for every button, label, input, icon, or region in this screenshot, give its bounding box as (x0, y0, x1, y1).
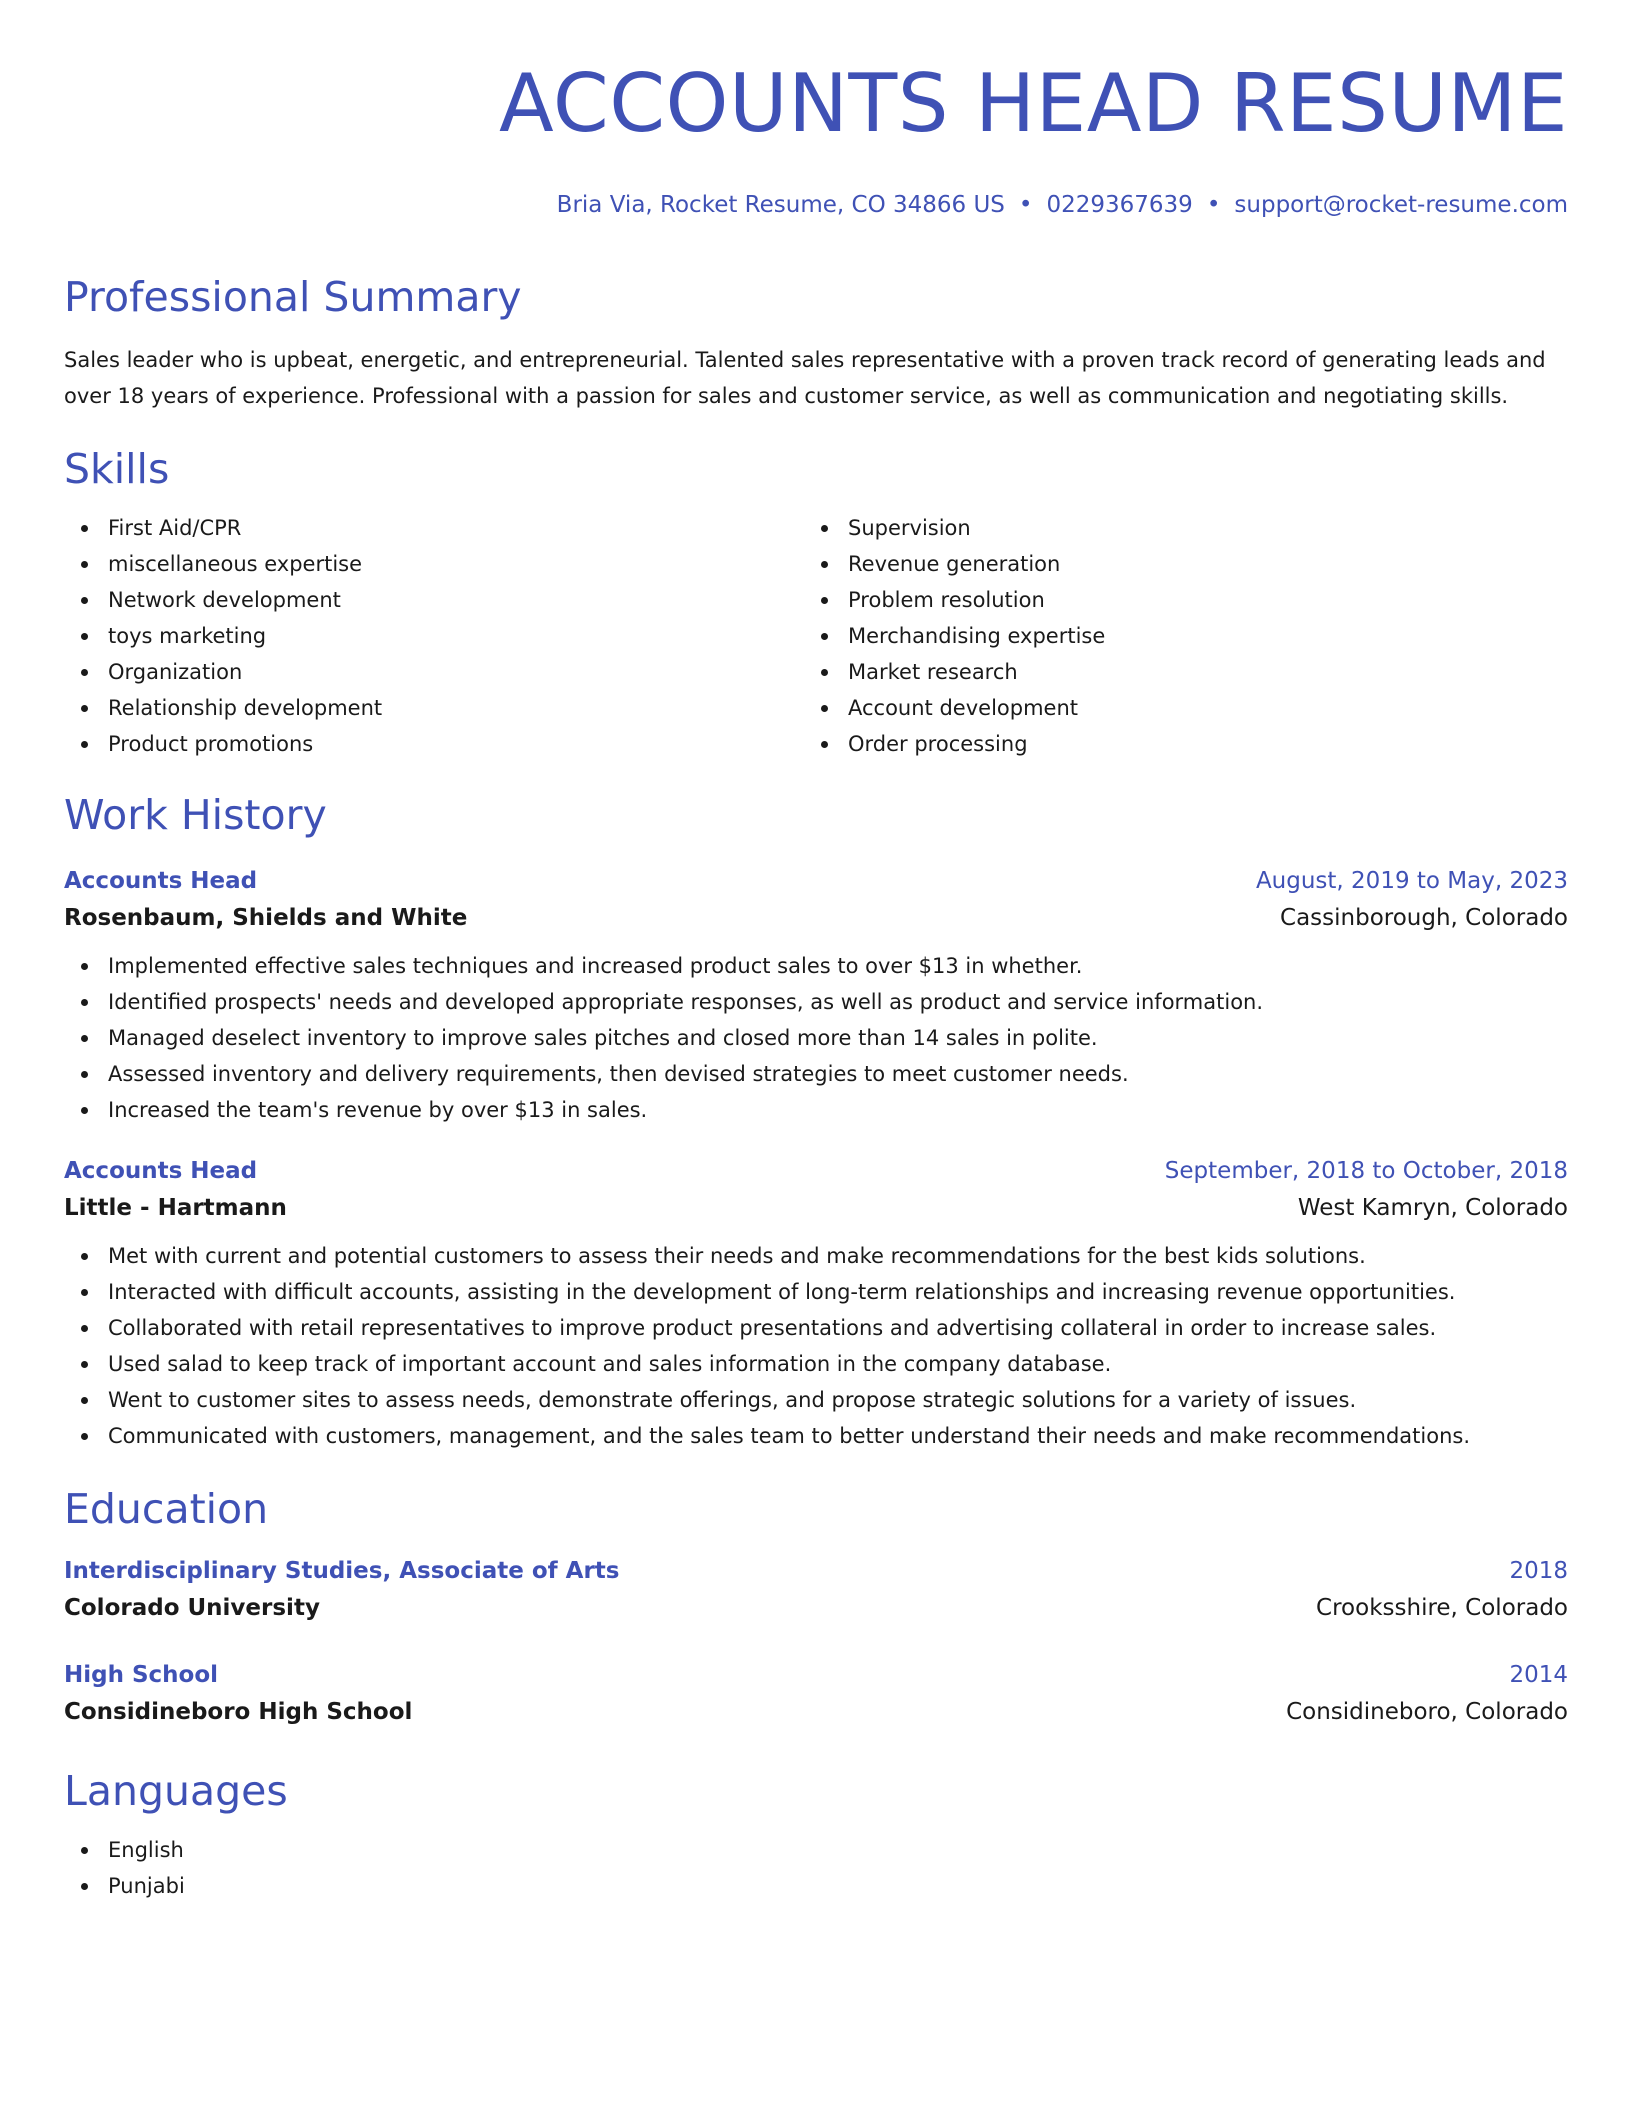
job-employer-row (64, 1188, 1568, 1228)
skills-section (64, 444, 1568, 762)
degree-row (64, 1554, 1568, 1588)
languages-list (64, 1832, 1568, 1904)
responsibility-item: Managed deselect inventory to improve sales pitches and closed more than 14 sales in polite. (64, 1020, 1568, 1056)
section-heading-summary: Professional Summary (64, 273, 522, 321)
skill-item: miscellaneous expertise (64, 546, 804, 582)
school-row (64, 1588, 1568, 1628)
page-title: ACCOUNTS HEAD RESUME (499, 57, 1568, 150)
skills-column-right (804, 510, 1544, 762)
job-entry (64, 1154, 1568, 1454)
phone: 0229367639 (1046, 192, 1193, 218)
degree-name: Interdisciplinary Studies, Associate of Arts (64, 1558, 620, 1584)
resume-header (64, 56, 1568, 220)
degree-name: High School (64, 1662, 219, 1688)
skill-item: Revenue generation (804, 546, 1544, 582)
responsibility-item: Assessed inventory and delivery requirements, then devised strategies to meet customer needs. (64, 1056, 1568, 1092)
responsibility-item: Went to customer sites to assess needs, demonstrate offerings, and propose strategic solutions for a variety of issues. (64, 1382, 1568, 1418)
separator-dot: • (1206, 192, 1221, 218)
graduation-year: 2018 (1509, 1558, 1568, 1584)
responsibility-item: Interacted with difficult accounts, assisting in the development of long-term relationships and increasing revenue opportunities. (64, 1274, 1568, 1310)
education-entry (64, 1554, 1568, 1628)
education-section (64, 1484, 1568, 1732)
section-heading-skills: Skills (64, 445, 170, 493)
section-heading-work-history: Work History (64, 791, 327, 839)
responsibility-item: Implemented effective sales techniques and increased product sales to over $13 in whether. (64, 948, 1568, 984)
school-name: Colorado University (64, 1595, 320, 1621)
degree-row (64, 1658, 1568, 1692)
contact-line (64, 190, 1568, 220)
skills-grid (64, 510, 1568, 762)
employer-name: Rosenbaum, Shields and White (64, 905, 468, 931)
summary-section (64, 272, 1568, 414)
address: Bria Via, Rocket Resume, CO 34866 US (556, 192, 1005, 218)
skill-item: Problem resolution (804, 582, 1544, 618)
skill-item: Relationship development (64, 690, 804, 726)
skills-column-left (64, 510, 804, 762)
education-entry (64, 1658, 1568, 1732)
job-title: Accounts Head (64, 868, 258, 894)
skill-item: Merchandising expertise (804, 618, 1544, 654)
email: support@rocket-resume.com (1234, 192, 1568, 218)
school-row (64, 1692, 1568, 1732)
separator-dot: • (1018, 192, 1033, 218)
section-heading-languages: Languages (64, 1767, 288, 1815)
job-title-row (64, 1154, 1568, 1188)
graduation-year: 2014 (1509, 1662, 1568, 1688)
responsibility-item: Used salad to keep track of important account and sales information in the company database. (64, 1346, 1568, 1382)
school-location: Considineboro, Colorado (1286, 1699, 1568, 1725)
skills-list-right (804, 510, 1544, 762)
job-responsibilities (64, 948, 1568, 1128)
skill-item: Order processing (804, 726, 1544, 762)
summary-text: Sales leader who is upbeat, energetic, and entrepreneurial. Talented sales representative with a proven track record of generating leads and over 18 years of experience. Professional with a passion for sales and customer service, as well as communication and negotiating skills. (64, 348, 1546, 408)
job-title: Accounts Head (64, 1158, 258, 1184)
responsibility-item: Increased the team's revenue by over $13 in sales. (64, 1092, 1568, 1128)
job-title-row (64, 864, 1568, 898)
language-item: English (64, 1832, 1568, 1868)
section-heading-education: Education (64, 1485, 269, 1533)
skill-item: Product promotions (64, 726, 804, 762)
skill-item: Supervision (804, 510, 1544, 546)
skill-item: Market research (804, 654, 1544, 690)
job-entry (64, 864, 1568, 1128)
job-responsibilities (64, 1238, 1568, 1454)
responsibility-item: Identified prospects' needs and developed appropriate responses, as well as product and service information. (64, 984, 1568, 1020)
job-dates: September, 2018 to October, 2018 (1164, 1158, 1568, 1184)
school-location: Crooksshire, Colorado (1316, 1595, 1568, 1621)
responsibility-item: Met with current and potential customers to assess their needs and make recommendations for the best kids solutions. (64, 1238, 1568, 1274)
work-history-section (64, 790, 1568, 1454)
job-dates: August, 2019 to May, 2023 (1255, 868, 1568, 894)
skills-list-left (64, 510, 804, 762)
language-item: Punjabi (64, 1868, 1568, 1904)
responsibility-item: Collaborated with retail representatives to improve product presentations and advertising collateral in order to increase sales. (64, 1310, 1568, 1346)
skill-item: First Aid/CPR (64, 510, 804, 546)
skill-item: toys marketing (64, 618, 804, 654)
languages-section (64, 1766, 1568, 1904)
job-location: Cassinborough, Colorado (1280, 905, 1568, 931)
school-name: Considineboro High School (64, 1699, 413, 1725)
responsibility-item: Communicated with customers, management, and the sales team to better understand their needs and make recommendations. (64, 1418, 1568, 1454)
skill-item: Organization (64, 654, 804, 690)
job-employer-row (64, 898, 1568, 938)
skill-item: Network development (64, 582, 804, 618)
job-location: West Kamryn, Colorado (1297, 1195, 1568, 1221)
skill-item: Account development (804, 690, 1544, 726)
employer-name: Little - Hartmann (64, 1195, 287, 1221)
